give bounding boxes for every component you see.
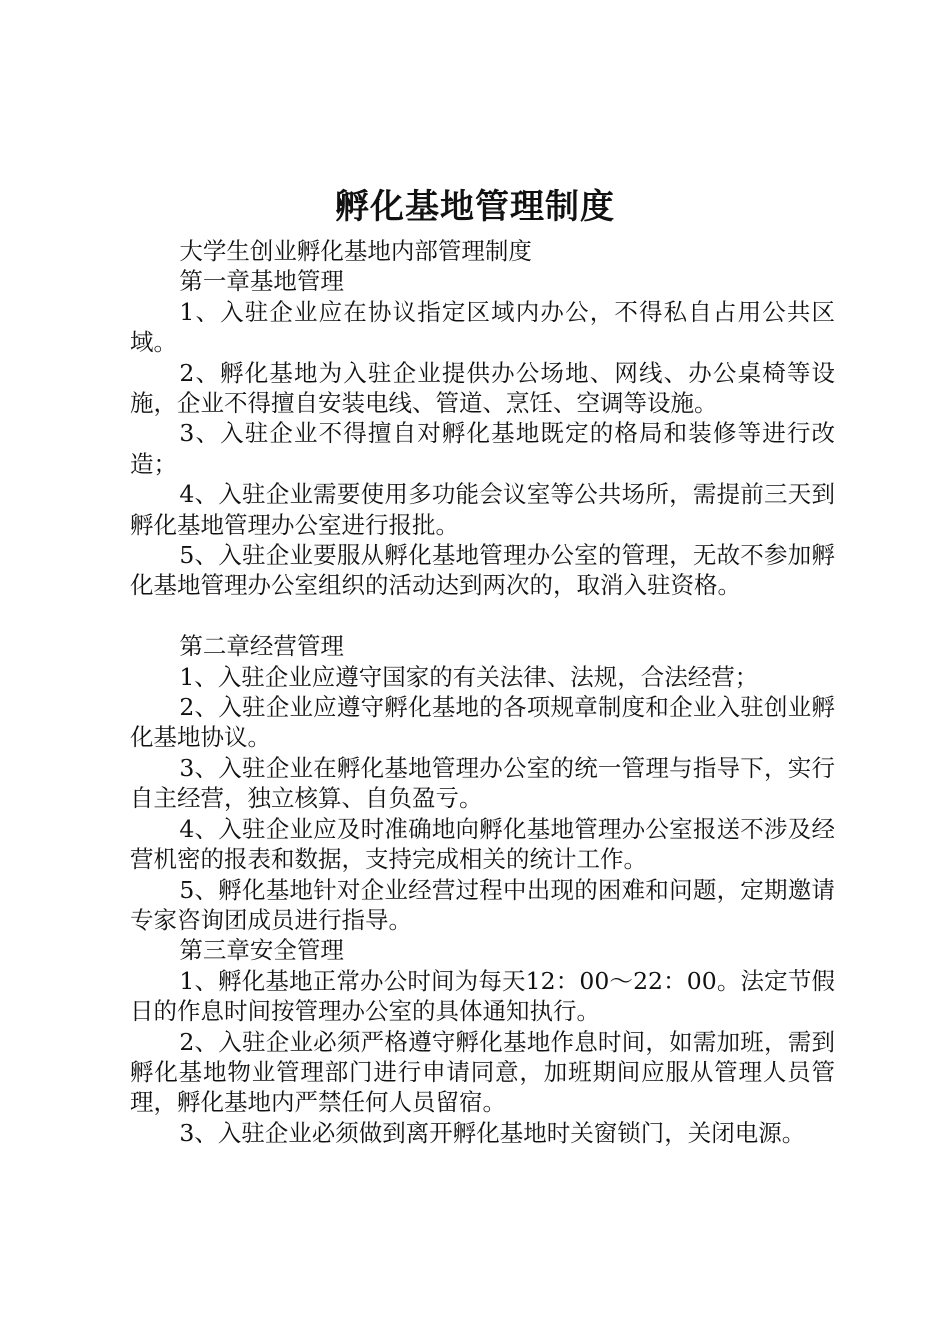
clause-paragraph: 2、孵化基地为入驻企业提供办公场地、网线、办公桌椅等设施，企业不得擅自安装电线、管道、烹饪、空调等设施。: [130, 358, 835, 418]
paragraph-spacer: [130, 601, 835, 631]
clause-paragraph: 3、入驻企业在孵化基地管理办公室的统一管理与指导下，实行自主经营，独立核算、自负盈亏。: [130, 753, 835, 813]
document-subtitle: 大学生创业孵化基地内部管理制度: [179, 237, 532, 265]
chapter-heading: 第二章经营管理: [179, 632, 344, 661]
clause-paragraph: 3、入驻企业不得擅自对孵化基地既定的格局和装修等进行改造；: [130, 419, 835, 478]
chapter-heading: 第一章基地管理: [179, 267, 344, 296]
clause-paragraph: 5、孵化基地针对企业经营过程中出现的困难和问题，定期邀请专家咨询团成员进行指导。: [130, 875, 835, 934]
clause-paragraph: 5、入驻企业要服从孵化基地管理办公室的管理，无故不参加孵化基地管理办公室组织的活动达到两次的，取消入驻资格。: [130, 541, 835, 600]
clause-paragraph: 1、孵化基地正常办公时间为每天12：00～22：00。法定节假日的作息时间按管理办公室的具体通知执行。: [130, 966, 835, 1026]
document-body: [130, 236, 835, 1148]
clause-paragraph: 4、入驻企业需要使用多功能会议室等公共场所，需提前三天到孵化基地管理办公室进行报批。: [130, 480, 835, 539]
clause-paragraph: 4、入驻企业应及时准确地向孵化基地管理办公室报送不涉及经营机密的报表和数据，支持完成相关的统计工作。: [130, 814, 835, 874]
document-title: 孵化基地管理制度: [335, 187, 615, 227]
clause-paragraph: 1、入驻企业应在协议指定区域内办公，不得私自占用公共区域。: [130, 297, 835, 357]
clause-paragraph: 1、入驻企业应遵守国家的有关法律、法规，合法经营；: [179, 662, 759, 691]
chapter-heading: 第三章安全管理: [179, 936, 344, 965]
clause-paragraph: 3、入驻企业必须做到离开孵化基地时关窗锁门，关闭电源。: [179, 1118, 806, 1147]
clause-paragraph: 2、入驻企业必须严格遵守孵化基地作息时间，如需加班，需到孵化基地物业管理部门进行申请同意，加班期间应服从管理人员管理，孵化基地内严禁任何人员留宿。: [130, 1027, 835, 1117]
clause-paragraph: 2、入驻企业应遵守孵化基地的各项规章制度和企业入驻创业孵化基地协议。: [130, 693, 835, 752]
